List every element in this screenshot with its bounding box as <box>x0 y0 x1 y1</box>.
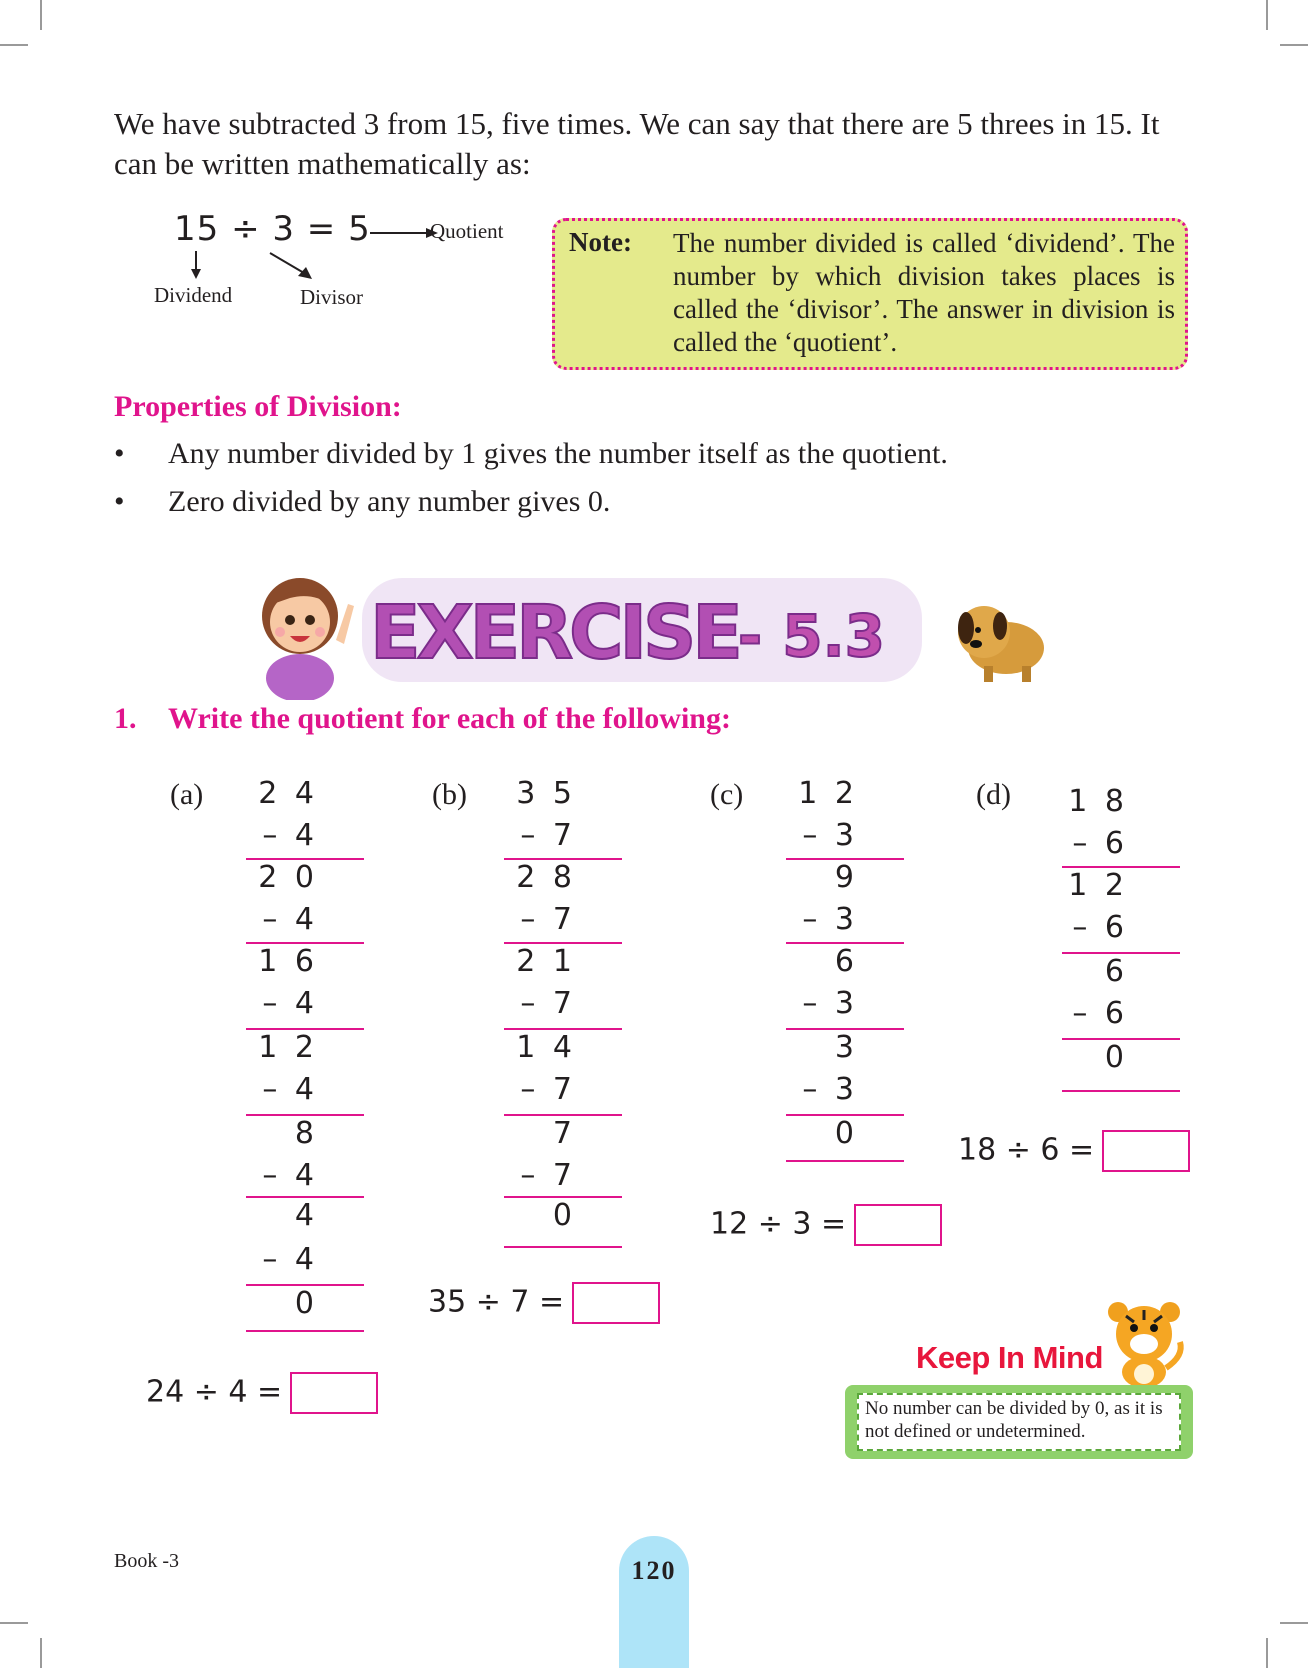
step-value: 1 4 <box>516 1030 576 1065</box>
subtraction-line <box>246 1330 364 1332</box>
step-value: – 4 <box>262 1242 318 1277</box>
step-value: – 3 <box>802 1072 858 1107</box>
answer-equation: 18 ÷ 6 = <box>958 1132 1095 1168</box>
step-value: – 3 <box>802 818 858 853</box>
answer-box[interactable] <box>854 1204 942 1246</box>
step-value: 2 1 <box>516 944 576 979</box>
column-label: (a) <box>170 778 204 811</box>
crop-mark <box>0 1622 28 1624</box>
column-label: (c) <box>710 778 744 811</box>
page-number: 120 <box>631 1556 677 1585</box>
step-value: 2 0 <box>258 860 318 895</box>
dividend-label: Dividend <box>154 283 233 307</box>
book-label: Book -3 <box>114 1550 179 1572</box>
exercise-title-word: EXERCISE <box>370 590 739 676</box>
girl-illustration-icon <box>250 560 360 700</box>
keep-in-mind-title: Keep In Mind <box>916 1340 1103 1375</box>
answer-row <box>958 1130 1190 1172</box>
step-value: – 4 <box>262 1158 318 1193</box>
exercise-banner <box>250 560 1070 700</box>
step-value: – 7 <box>520 1072 576 1107</box>
quotient-label: Quotient <box>430 219 504 243</box>
properties-heading: Properties of Division: <box>114 390 402 423</box>
answer-box[interactable] <box>1102 1130 1190 1172</box>
step-value: 6 <box>1104 954 1128 989</box>
step-value: – 3 <box>802 902 858 937</box>
dog-illustration-icon <box>950 598 1050 684</box>
step-value: 0 <box>552 1198 576 1233</box>
step-value: – 6 <box>1072 826 1128 861</box>
crop-mark <box>40 1638 42 1668</box>
step-value: – 7 <box>520 902 576 937</box>
keep-in-mind-text: No number can be divided by 0, as it is not defined or undetermined. <box>857 1393 1181 1451</box>
answer-row <box>428 1282 660 1324</box>
dividend-arrow-icon <box>190 251 202 279</box>
property-text: Any number divided by 1 gives the number itself as the quotient. <box>168 437 948 470</box>
step-value: 4 <box>294 1198 318 1233</box>
subtraction-line <box>786 1160 904 1162</box>
step-value: – 7 <box>520 986 576 1021</box>
answer-box[interactable] <box>290 1372 378 1414</box>
exercise-title-number: - 5.3 <box>738 602 886 670</box>
answer-row <box>146 1372 378 1414</box>
property-text: Zero divided by any number gives 0. <box>168 485 611 518</box>
step-value: 1 2 <box>1068 868 1128 903</box>
crop-mark <box>1266 1638 1268 1668</box>
crop-mark <box>1266 0 1268 30</box>
step-value: 6 <box>834 944 858 979</box>
crop-mark <box>0 44 28 46</box>
bullet-icon: • <box>114 485 125 518</box>
column-label: (d) <box>976 778 1011 811</box>
answer-equation: 12 ÷ 3 = <box>710 1206 847 1242</box>
step-value: 9 <box>834 860 858 895</box>
step-value: 2 8 <box>516 860 576 895</box>
step-value: 8 <box>294 1116 318 1151</box>
equation-expression: 15 ÷ 3 = 5 <box>174 209 371 249</box>
keep-in-mind-box <box>845 1385 1193 1459</box>
subtraction-line <box>504 1246 622 1248</box>
column-label: (b) <box>432 778 467 811</box>
step-value: 0 <box>294 1286 318 1321</box>
subtraction-line <box>1062 1090 1180 1092</box>
step-value: – 6 <box>1072 910 1128 945</box>
step-value: – 6 <box>1072 996 1128 1031</box>
answer-row <box>710 1204 942 1246</box>
step-value: – 4 <box>262 818 318 853</box>
step-value: 1 8 <box>1068 784 1128 819</box>
step-value: 0 <box>1104 1040 1128 1075</box>
page-number-tab <box>619 1536 689 1668</box>
equation-diagram <box>150 205 550 315</box>
step-value: – 3 <box>802 986 858 1021</box>
note-label: Note: <box>569 227 632 257</box>
step-value: 1 2 <box>258 1030 318 1065</box>
step-value: – 7 <box>520 818 576 853</box>
step-value: 2 4 <box>258 776 318 811</box>
intro-paragraph: We have subtracted 3 from 15, five times. We can say that there are 5 threes in 15. It can be written mathematically as: <box>114 106 1160 181</box>
step-value: 0 <box>834 1116 858 1151</box>
crop-mark <box>1280 44 1308 46</box>
note-box <box>552 218 1188 370</box>
step-value: 7 <box>552 1116 576 1151</box>
step-value: 3 5 <box>516 776 576 811</box>
step-value: – 7 <box>520 1158 576 1193</box>
step-value: 3 <box>834 1030 858 1065</box>
exercise-title-art <box>362 570 922 690</box>
divisor-arrow-icon <box>268 251 314 281</box>
bullet-icon: • <box>114 437 125 470</box>
step-value: – 4 <box>262 1072 318 1107</box>
note-text: The number divided is called ‘dividend’. The number by which division takes places is called the ‘divisor’. The answer in division is called the ‘quotient’. <box>673 228 1175 357</box>
step-value: – 4 <box>262 902 318 937</box>
crop-mark <box>1280 1622 1308 1624</box>
step-value: – 4 <box>262 986 318 1021</box>
crop-mark <box>40 0 42 30</box>
answer-equation: 24 ÷ 4 = <box>146 1374 283 1410</box>
step-value: 1 2 <box>798 776 858 811</box>
answer-box[interactable] <box>572 1282 660 1324</box>
question-text: Write the quotient for each of the following: <box>168 702 731 735</box>
tiger-illustration-icon <box>1104 1298 1188 1390</box>
question-number: 1. <box>114 702 137 735</box>
divisor-label: Divisor <box>300 285 363 309</box>
answer-equation: 35 ÷ 7 = <box>428 1284 565 1320</box>
step-value: 1 6 <box>258 944 318 979</box>
